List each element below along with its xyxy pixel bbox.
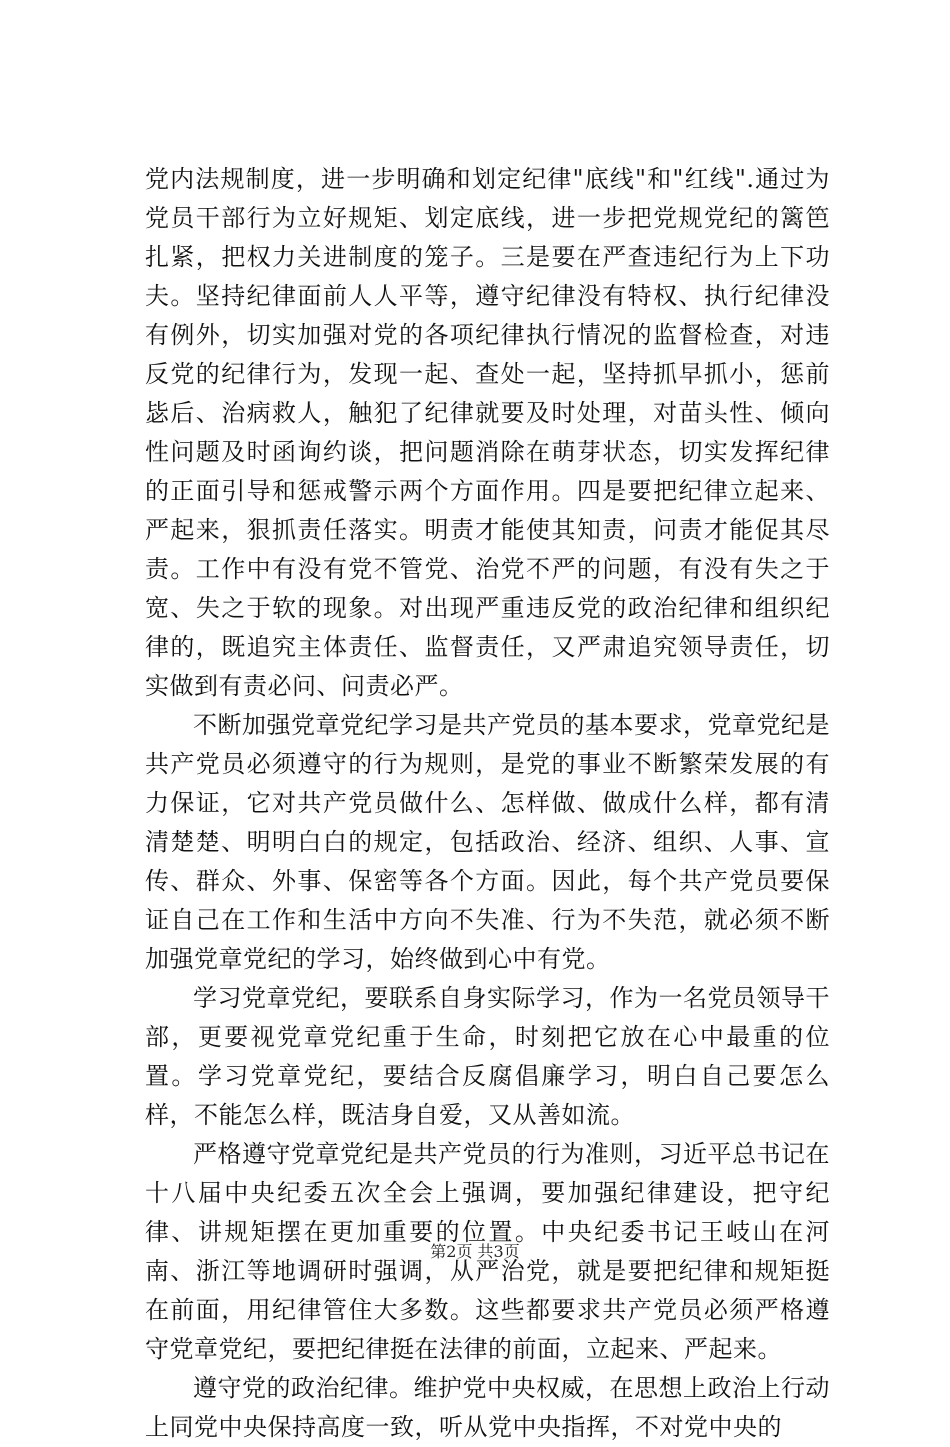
paragraph-3: 学习党章党纪，要联系自身实际学习，作为一名党员领导干部，更要视党章党纪重于生命，时刻把它放在心中最重的位置。学习党章党纪，要结合反腐倡廉学习，明白自己要怎么样，不能怎么样，既洁身自爱，又从善如流。 (145, 984, 830, 1129)
paragraph-5: 遵守党的政治纪律。维护党中央权威，在思想上政治上行动上同党中央保持高度一致，听从党中央指挥，不对党中央的 (145, 1374, 830, 1441)
paragraph-2: 不断加强党章党纪学习是共产党员的基本要求，党章党纪是共产党员必须遵守的行为规则，是党的事业不断繁荣发展的有力保证，它对共产党员做什么、怎样做、做成什么样，都有清清楚楚、明明白白的规定，包括政治、经济、组织、人事、宣传、群众、外事、保密等各个方面。因此，每个共产党员要保证自己在工作和生活中方向不失准、行为不失范，就必须不断加强党章党纪的学习，始终做到心中有党。 (145, 711, 830, 973)
paragraph-4: 严格遵守党章党纪是共产党员的行为准则，习近平总书记在十八届中央纪委五次全会上强调，要加强纪律建设，把守纪律、讲规矩摆在更加重要的位置。中央纪委书记王岐山在河南、浙江等地调研时强调，从严治党，就是要把纪律和规矩挺在前面，用纪律管住大多数。这些都要求共产党员必须严格遵守党章党纪，要把纪律挺在法律的前面，立起来、严起来。 (145, 1140, 830, 1363)
page-footer: 第2页 共3页 (430, 1242, 520, 1261)
paragraph-1: 党内法规制度，进一步明确和划定纪律"底线"和"红线".通过为党员干部行为立好规矩、划定底线，进一步把党规党纪的篱笆扎紧，把权力关进制度的笼子。三是要在严查违纪行为上下功夫。坚持纪律面前人人平等，遵守纪律没有特权、执行纪律没有例外，切实加强对党的各项纪律执行情况的监督检查，对违反党的纪律行为，发现一起、查处一起，坚持抓早抓小，惩前毖后、治病救人，触犯了纪律就要及时处理，对苗头性、倾向性问题及时函询约谈，把问题消除在萌芽状态，切实发挥纪律的正面引导和惩戒警示两个方面作用。四是要把纪律立起来、严起来，狠抓责任落实。明责才能使其知责，问责才能促其尽责。工作中有没有党不管党、治党不严的问题，有没有失之于宽、失之于软的现象。对出现严重违反党的政治纪律和组织纪律的，既追究主体责任、监督责任，又严肃追究领导责任，切实做到有责必问、问责必严。 (145, 165, 830, 700)
